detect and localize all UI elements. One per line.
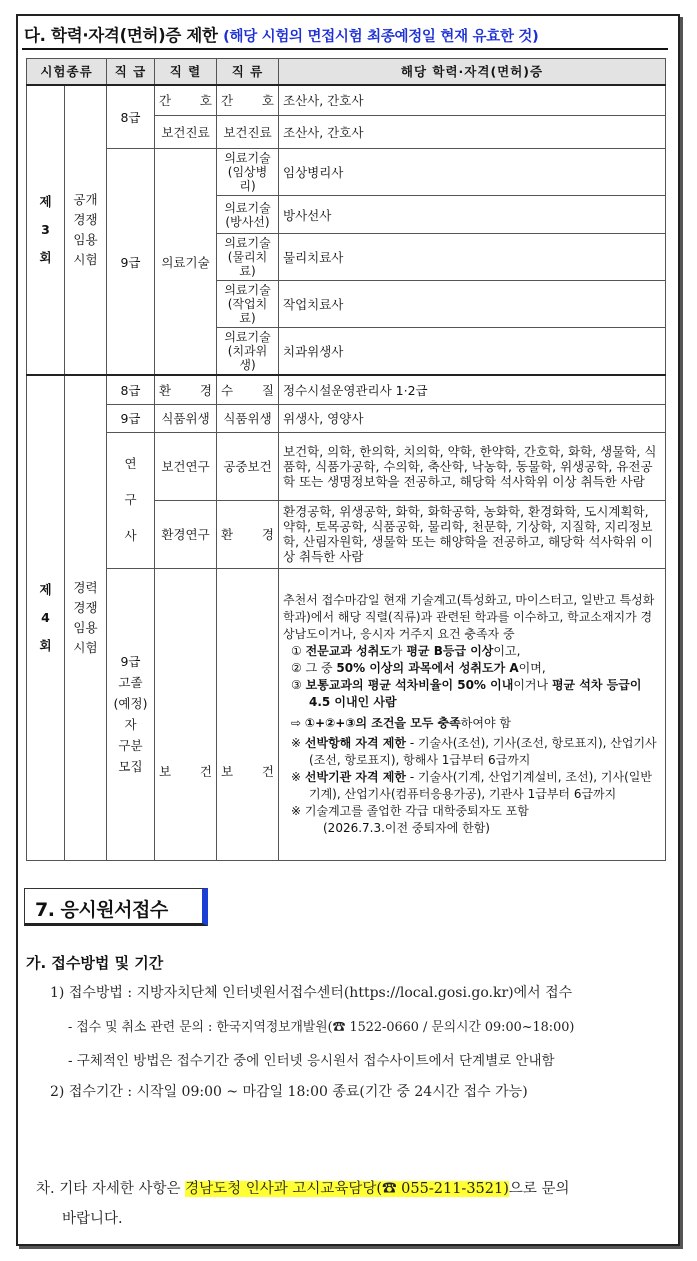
hs-note-dropout: ※ 기술계고를 졸업한 각급 대학중퇴자도 포함 bbox=[291, 803, 529, 818]
table-row bbox=[27, 432, 666, 500]
title-underline bbox=[22, 48, 668, 50]
series-cell: 보건진료 bbox=[155, 116, 217, 149]
other-info-line-2: 바랍니다. bbox=[62, 1211, 123, 1227]
note-mark-icon: ※ bbox=[291, 769, 302, 784]
header-job-series: 직 렬 bbox=[155, 59, 217, 85]
class-cell: 의료기술 (방사선) bbox=[217, 196, 279, 234]
round3-label: 제 3 회 bbox=[27, 85, 65, 376]
class-cell: 보 건 bbox=[217, 758, 279, 860]
qual-cell: 조산사, 간호사 bbox=[279, 116, 666, 149]
header-grade: 직 급 bbox=[107, 59, 155, 85]
table-header-row bbox=[27, 59, 666, 85]
class-cell: 의료기술 (물리치료) bbox=[217, 234, 279, 281]
series-cell: 보건연구 bbox=[155, 432, 217, 500]
hs-condition-1: ① 전문교과 성취도가 평균 B등급 이상이고, bbox=[291, 643, 521, 658]
apply-method-line: 1) 접수방법 : 지방자치단체 인터넷원서접수센터(https://local.gosi.go.kr)에서 접수 bbox=[50, 985, 573, 1001]
apply-guide-line: - 구체적인 방법은 접수기간 중에 인터넷 응시원서 접수사이트에서 단계별로 안내함 bbox=[68, 1053, 555, 1069]
hs-notes-cell bbox=[279, 568, 666, 860]
round4-label: 제 4 회 bbox=[27, 375, 65, 860]
table-row bbox=[27, 568, 666, 758]
class-cell: 환 경 bbox=[217, 500, 279, 568]
section7-heading: 7. 응시원서접수 bbox=[24, 888, 208, 926]
series-cell: 식품위생 bbox=[155, 404, 217, 432]
hs-note-dropout-date: (2026.7.3.이전 중퇴자에 한함) bbox=[323, 820, 490, 835]
hs-condition-2: ② 그 중 50% 이상의 과목에서 성취도가 A이며, bbox=[291, 660, 546, 675]
header-qualification: 해당 학력·자격(면허)증 bbox=[279, 59, 666, 85]
header-exam-type: 시험종류 bbox=[27, 59, 107, 85]
section7-subtitle: 가. 접수방법 및 기간 bbox=[26, 954, 164, 972]
section-title-note: (해당 시험의 면접시험 최종예정일 현재 유효한 것) bbox=[223, 29, 539, 45]
qual-cell: 치과위생사 bbox=[279, 328, 666, 376]
apply-contact-line: - 접수 및 취소 관련 문의 : 한국지역정보개발원(☎ 1522-0660 / 문의시간 09:00~18:00) bbox=[68, 1020, 575, 1035]
qualification-table bbox=[26, 58, 666, 861]
class-cell: 간 호 bbox=[217, 85, 279, 116]
class-cell: 식품위생 bbox=[217, 404, 279, 432]
hs-intro: 추천서 접수마감일 현재 기술계고(특성화고, 마이스터고, 일반고 특성화 학과)에서 해당 직렬(직류)과 관련된 학과를 이수하고, 학교소재지가 경상남도이거나, 응시자 거주지 요건 충족자 중 bbox=[283, 592, 655, 641]
qual-cell: 방사선사 bbox=[279, 196, 666, 234]
grade-cell-researcher: 연 구 사 bbox=[107, 432, 155, 568]
series-cell: 환경연구 bbox=[155, 500, 217, 568]
table-row bbox=[27, 149, 666, 196]
qual-cell: 보건학, 의학, 한의학, 치의학, 약학, 한약학, 간호학, 화학, 생물학, 식품학, 식품가공학, 수의학, 축산학, 낙농학, 동물학, 위생공학, 유전공학 또는 생명정보학을 전공하고, 해당학 석사학위 이상 취득한 사람 bbox=[279, 432, 666, 500]
qual-cell: 정수시설운영관리사 1·2급 bbox=[279, 375, 666, 404]
qual-cell: 작업치료사 bbox=[279, 281, 666, 328]
grade-cell: 9급 bbox=[107, 404, 155, 432]
section-title: 다. 학력·자격(면허)증 제한 (해당 시험의 면접시험 최종예정일 현재 유효한 것) bbox=[24, 26, 539, 45]
table-row bbox=[27, 375, 666, 404]
header-job-class: 직 류 bbox=[217, 59, 279, 85]
class-cell: 수 질 bbox=[217, 375, 279, 404]
table-row bbox=[27, 85, 666, 116]
grade-cell-highschool: 9급 고졸 (예정) 자 구분 모집 bbox=[107, 568, 155, 860]
grade-cell: 8급 bbox=[107, 85, 155, 149]
series-cell: 간 호 bbox=[155, 85, 217, 116]
grade-cell: 9급 bbox=[107, 149, 155, 376]
table-row bbox=[27, 404, 666, 432]
qual-cell: 위생사, 영양사 bbox=[279, 404, 666, 432]
round4-type: 경력 경쟁 임용 시험 bbox=[65, 375, 107, 860]
series-cell: 보 건 bbox=[155, 758, 217, 860]
grade-cell: 8급 bbox=[107, 375, 155, 404]
qual-cell: 조산사, 간호사 bbox=[279, 85, 666, 116]
hs-note-ship: ※ 선박항해 자격 제한 - 기술사(조선), 기사(조선, 항로표지), 산업기사(조선, 항로표지), 항해사 1급부터 6급까지 bbox=[291, 735, 657, 767]
qual-cell: 환경공학, 위생공학, 화학, 화학공학, 농화학, 환경화학, 도시계획학, 약학, 토목공학, 식품공학, 물리학, 천문학, 기상학, 지질학, 지리정보학, 산림자원학, 생물학 또는 해양학을 전공하고, 해당학 석사학위 이상 취득한 사람 bbox=[279, 500, 666, 568]
series-cell: 의료기술 bbox=[155, 149, 217, 376]
contact-highlight: 경남도청 인사과 고시교육담당(☎ 055-211-3521) bbox=[185, 1181, 509, 1197]
round3-type: 공개 경쟁 임용 시험 bbox=[65, 85, 107, 376]
arrow-right-icon: ⇨ bbox=[291, 715, 302, 730]
class-cell: 의료기술 (치과위생) bbox=[217, 328, 279, 376]
series-cell: 환 경 bbox=[155, 375, 217, 404]
class-cell: 공중보건 bbox=[217, 432, 279, 500]
hs-note-engine: ※ 선박기관 자격 제한 - 기술사(기계, 산업기계설비, 조선), 기사(일반기계), 산업기사(컴퓨터응용가공), 기관사 1급부터 6급까지 bbox=[291, 769, 652, 801]
class-cell: 보건진료 bbox=[217, 116, 279, 149]
class-cell: 의료기술 (임상병리) bbox=[217, 149, 279, 196]
hs-condition-all: ⇨ ①+②+③의 조건을 모두 충족하여야 함 bbox=[291, 715, 511, 730]
qual-cell: 물리치료사 bbox=[279, 234, 666, 281]
qual-cell: 임상병리사 bbox=[279, 149, 666, 196]
hs-condition-3: ③ 보통교과의 평균 석차비율이 50% 이내이거나 평균 석차 등급이 4.5 이내인 사람 bbox=[291, 677, 642, 709]
other-info-line: 차. 기타 자세한 사항은 경남도청 인사과 고시교육담당(☎ 055-211-3521)으로 문의 bbox=[36, 1181, 570, 1197]
note-mark-icon: ※ bbox=[291, 735, 302, 750]
apply-period-line: 2) 접수기간 : 시작일 09:00 ~ 마감일 18:00 종료(기간 중 24시간 접수 가능) bbox=[50, 1084, 528, 1100]
class-cell: 의료기술 (작업치료) bbox=[217, 281, 279, 328]
note-mark-icon: ※ bbox=[291, 803, 302, 818]
